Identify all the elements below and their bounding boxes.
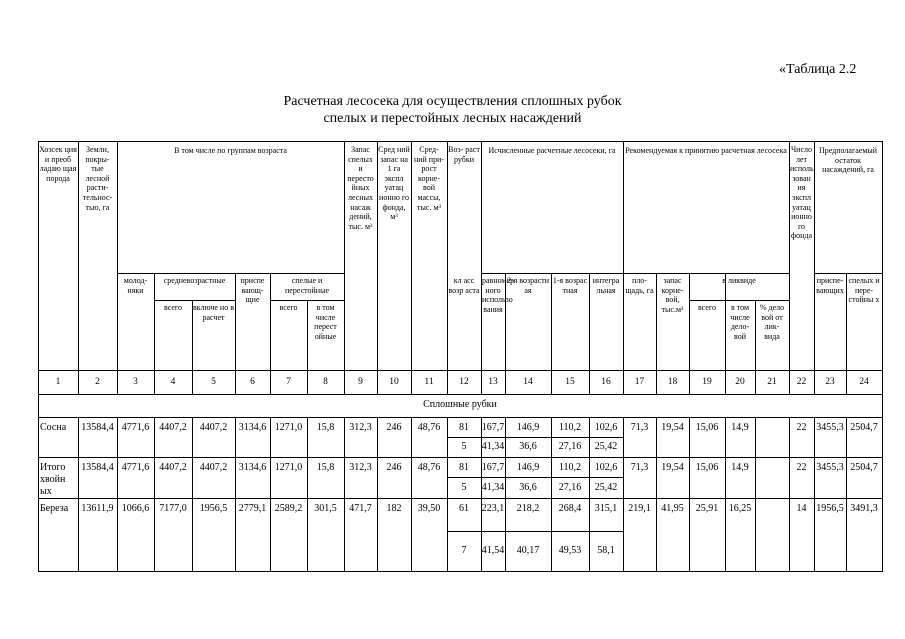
table-border-bottom (38, 571, 883, 572)
recommended-cell: 15,06 (695, 422, 719, 433)
calc-cell: 5 (461, 482, 467, 493)
value-cell: 1271,0 (274, 462, 303, 473)
header-rest-ripening: приспе- вающих (816, 276, 844, 295)
col-divider (377, 417, 378, 571)
years-cell: 22 (796, 422, 807, 433)
col-divider (789, 300, 790, 370)
col-divider (725, 417, 726, 571)
header-years-use: Число лет исполь зован ия экспл уатац ионно го фонда (790, 145, 814, 241)
calc-cell: 102,6 (594, 462, 618, 473)
table-border-top (38, 141, 882, 142)
value-cell: 39,50 (417, 503, 441, 514)
column-number: 13 (488, 377, 498, 387)
years-cell: 22 (796, 462, 807, 473)
recommended-cell: 71,3 (630, 422, 649, 433)
years-cell: 14 (796, 503, 807, 514)
recommended-cell: 19,54 (661, 462, 684, 473)
calc-cell: 218,2 (516, 503, 540, 514)
column-number: 21 (767, 377, 777, 387)
calc-cell: 81 (459, 462, 469, 473)
calc-cell: 58,1 (597, 545, 615, 556)
col-divider (307, 417, 308, 571)
header-total: всего (279, 303, 298, 312)
header-uniform: равномер ного использо вания (482, 276, 515, 314)
calc-cell: 81 (459, 422, 469, 433)
header-calculated: Исчисленные расчетные лесосеки, га (488, 146, 616, 155)
calc-cell: 167,7 (481, 462, 505, 473)
calc-cell: 268,4 (558, 503, 582, 514)
col-divider (447, 141, 448, 370)
column-number: 14 (523, 377, 533, 387)
value-cell: 471,7 (349, 503, 372, 514)
rest-cell: 1956,5 (816, 503, 844, 514)
column-number: 22 (796, 377, 807, 387)
calc-cell: 5 (461, 441, 467, 452)
header-total: всего (163, 303, 182, 312)
rest-cell: 2504,7 (850, 422, 878, 433)
calc-cell: 7 (461, 545, 467, 556)
col-divider (623, 417, 624, 571)
col-divider (814, 141, 815, 370)
calc-cell: 146,9 (516, 462, 540, 473)
header-avg-stock: Сред ний запас на 1 га экспл уатац ионно го фонда, м³ (378, 145, 410, 222)
calc-cell: 146,9 (516, 422, 540, 433)
calc-cell: 41,34 (481, 441, 505, 452)
header-age-1: 1-я возрас тная (552, 276, 588, 295)
header-cut-age: Воз- раст рубки (448, 145, 480, 164)
column-number: 20 (735, 377, 745, 387)
rest-cell: 3455,3 (816, 462, 844, 473)
header-divider (117, 273, 344, 274)
col-divider (192, 417, 193, 571)
value-cell: 4407,2 (199, 422, 228, 433)
header-middle-aged: средневозрастные (163, 276, 226, 285)
column-number: 17 (634, 377, 645, 387)
col-divider (689, 273, 690, 370)
col-divider (78, 417, 79, 571)
column-number: 1 (55, 377, 61, 387)
calc-cell: 40,17 (516, 545, 540, 556)
group-divider (38, 498, 882, 499)
recommended-cell: 219,1 (628, 503, 651, 514)
col-divider (755, 417, 756, 571)
column-number: 3 (133, 377, 138, 387)
col-divider (789, 417, 790, 571)
calc-cell: 110,2 (558, 422, 582, 433)
header-age-groups: В том числе по группам возраста (174, 146, 287, 155)
column-number: 9 (358, 377, 363, 387)
rest-cell: 3491,3 (850, 503, 878, 514)
value-cell: 1956,5 (199, 503, 228, 514)
calc-cell: 102,6 (594, 422, 618, 433)
group-divider (38, 457, 882, 458)
value-cell: 3134,6 (238, 422, 267, 433)
col-divider (117, 141, 118, 370)
header-divider (689, 300, 789, 301)
calc-cell: 110,2 (558, 462, 582, 473)
value-cell: 13584,4 (81, 422, 114, 433)
table-border-right (882, 141, 883, 572)
recommended-cell: 16,25 (728, 503, 752, 514)
col-divider (846, 417, 847, 571)
header-overmature: в том числе перест ойные (314, 303, 337, 341)
title-line-1: Расчетная лесосека для осуществления сплошных рубок (283, 94, 622, 109)
col-divider (270, 417, 271, 571)
subrow-divider (447, 531, 623, 532)
column-number: 16 (601, 377, 611, 387)
header-age-class: кл асс возр аста (448, 276, 480, 295)
col-divider (117, 417, 118, 571)
title-line-2: спелых и перестойных лесных насаждений (323, 111, 582, 126)
col-divider (814, 417, 815, 571)
lesoseka-table (38, 141, 882, 571)
header-divider (270, 300, 344, 301)
column-number: 11 (424, 377, 434, 387)
calc-cell: 27,16 (558, 482, 582, 493)
recommended-cell: 14,9 (731, 422, 749, 433)
column-number: 15 (565, 377, 575, 387)
calc-cell: 41,54 (481, 545, 505, 556)
recommended-cell: 14,9 (731, 462, 749, 473)
header-liquid-percent: % дело вой от лик- вида (759, 303, 785, 341)
header-recommended: Рекомендуемая к принятию расчетная лесосека (625, 146, 787, 155)
calc-cell: 41,34 (481, 482, 505, 493)
calc-cell: 36,6 (519, 441, 537, 452)
value-cell: 3134,6 (238, 462, 267, 473)
header-young: молод- няки (123, 276, 148, 295)
column-number: 7 (286, 377, 291, 387)
header-mature: спелые и перестойные (284, 276, 329, 295)
col-divider (411, 417, 412, 571)
value-cell: 4407,2 (159, 462, 187, 473)
column-number: 12 (459, 377, 469, 387)
header-divider (154, 300, 235, 301)
header-integral: интегра льная (592, 276, 620, 295)
value-cell: 4407,2 (159, 422, 187, 433)
column-number: 2 (95, 377, 100, 387)
column-number: 18 (667, 377, 678, 387)
calc-cell: 27,16 (558, 441, 582, 452)
number-row-bottom (38, 394, 882, 395)
recommended-cell: 25,91 (695, 503, 719, 514)
value-cell: 1271,0 (274, 422, 303, 433)
column-number: 6 (250, 377, 255, 387)
header-remaining: Предполагаемый остаток насаждений, га (818, 146, 878, 175)
value-cell: 301,5 (314, 503, 337, 514)
col-divider (656, 417, 657, 571)
column-number: 8 (323, 377, 328, 387)
value-cell: 1066,6 (121, 503, 150, 514)
header-age-2: 2-я возрасти ая (506, 276, 550, 295)
header-liquid-total: всего (697, 303, 716, 312)
value-cell: 312,3 (349, 462, 372, 473)
species-name: Сосна (40, 422, 67, 433)
header-included: включе но в расчет (193, 303, 234, 322)
col-divider (154, 273, 155, 370)
document-title (0, 93, 905, 127)
header-stock: запас корне- вой, тыс.м³ (661, 276, 684, 314)
value-cell: 48,76 (417, 422, 441, 433)
value-cell: 4771,6 (121, 462, 150, 473)
calc-cell: 36,6 (519, 482, 537, 493)
value-cell: 4407,2 (199, 462, 228, 473)
value-cell: 246 (386, 422, 402, 433)
value-cell: 13611,9 (81, 503, 114, 514)
table-reference: «Таблица 2.2 (779, 62, 857, 77)
header-species: Хозсек ция и преоб ладаю щая порода (39, 145, 77, 183)
calc-cell: 61 (459, 503, 469, 514)
header-liquid-business: в том числе дело- вой (730, 303, 750, 341)
column-number: 19 (702, 377, 712, 387)
column-number: 5 (211, 377, 216, 387)
calc-cell: 167,7 (481, 422, 505, 433)
col-divider (235, 417, 236, 571)
value-cell: 312,3 (349, 422, 372, 433)
value-cell: 13584,4 (81, 462, 114, 473)
header-rest-mature: спелых и пере- стойны х (848, 276, 880, 305)
value-cell: 246 (386, 462, 402, 473)
col-divider (481, 141, 482, 370)
recommended-cell: 19,54 (661, 422, 684, 433)
column-number: 23 (825, 377, 835, 387)
value-cell: 2779,1 (238, 503, 267, 514)
header-mature-stock: Запас спелых и пересто йных лесных насаж дений, тыс. м³ (347, 145, 374, 231)
header-area: пло- щадь, га (625, 276, 654, 295)
recommended-cell: 71,3 (630, 462, 649, 473)
header-divider (814, 273, 882, 274)
subrow-divider (447, 437, 623, 438)
column-number: 24 (859, 377, 869, 387)
recommended-cell: 41,95 (661, 503, 684, 514)
recommended-cell: 15,06 (695, 462, 719, 473)
col-divider (623, 141, 624, 370)
col-divider (344, 417, 345, 571)
calc-cell: 315,1 (594, 503, 618, 514)
value-cell: 15,8 (316, 462, 335, 473)
column-number: 4 (170, 377, 176, 387)
value-cell: 7177,0 (159, 503, 187, 514)
col-divider (154, 417, 155, 571)
header-liquid: в ликвиде (722, 276, 756, 285)
header-divider (481, 273, 789, 274)
value-cell: 182 (386, 503, 402, 514)
calc-cell: 49,53 (558, 545, 582, 556)
header-ripening: приспе вающ- щие (240, 276, 265, 305)
value-cell: 4771,6 (121, 422, 150, 433)
subrow-divider (447, 477, 623, 478)
calc-cell: 223,1 (481, 503, 505, 514)
rest-cell: 2504,7 (850, 462, 878, 473)
calc-cell: 25,42 (594, 482, 618, 493)
col-divider (689, 417, 690, 571)
species-name: Итого хвойн ых (40, 462, 66, 497)
calc-cell: 25,42 (594, 441, 618, 452)
value-cell: 2589,2 (274, 503, 303, 514)
species-name: Береза (40, 503, 69, 514)
column-number: 10 (389, 377, 399, 387)
value-cell: 48,76 (417, 462, 441, 473)
header-avg-growth: Сред- ний при- рост корне- вой массы, тыс. м³ (413, 145, 445, 212)
section-title: Сплошные рубки (423, 399, 497, 410)
rest-cell: 3455,3 (816, 422, 844, 433)
value-cell: 15,8 (316, 422, 335, 433)
header-forest-area: Земли, покры- тые лесной расти- тельнос- тью, га (82, 145, 113, 212)
